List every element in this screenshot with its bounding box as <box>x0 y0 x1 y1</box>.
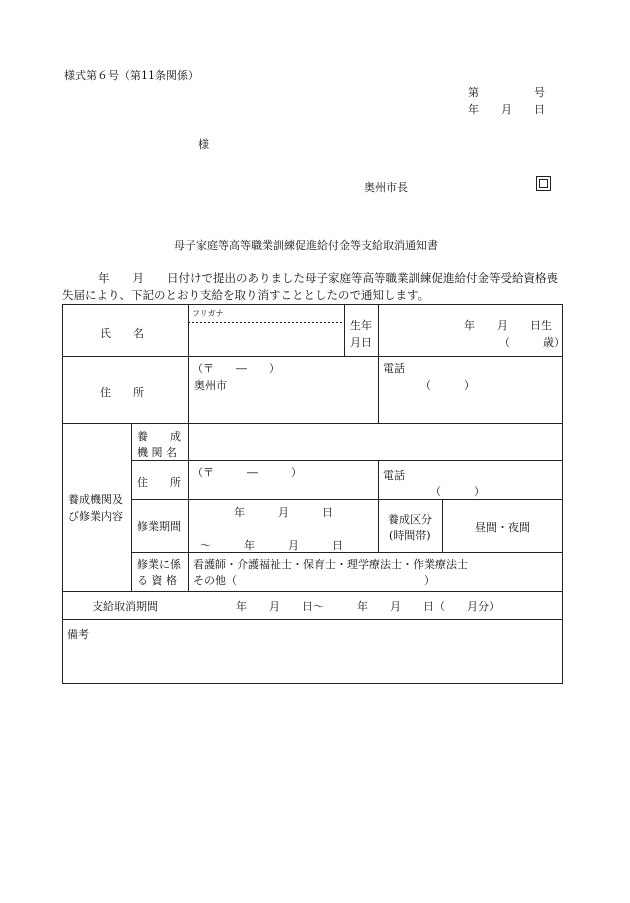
institution-group-label-1: 養成機関及 <box>68 493 123 506</box>
remarks-label: 備考 <box>67 628 89 641</box>
address-label: 住 所 <box>100 386 144 399</box>
institution-postal-code: （〒 ― ） <box>192 466 302 479</box>
document-number: 第 号 <box>468 86 545 99</box>
phone-label: 電話 <box>383 362 405 375</box>
city: 奥州市 <box>194 379 227 392</box>
division-label-1: 養成区分 <box>388 513 432 526</box>
body-line-2: 失届により、下記のとおり支給を取り消すこととしたので通知します。 <box>62 288 430 302</box>
institution-group-label-2: び修業内容 <box>68 510 123 523</box>
division-value: 昼間・夜間 <box>475 521 530 534</box>
qualification-other: その他（ ） <box>193 574 435 587</box>
birth-label-1: 生年 <box>350 319 372 332</box>
institution-name-label-2: 機 関 名 <box>137 446 177 459</box>
study-period-label: 修業期間 <box>137 520 181 533</box>
institution-name-label-1: 養 成 <box>137 430 181 443</box>
division-label-2: (時間帯) <box>389 529 431 542</box>
qualification-options: 看護師・介護福祉士・保育士・理学療法士・作業療法士 <box>193 558 468 571</box>
document-title: 母子家庭等高等職業訓練促進給付金等支給取消通知書 <box>174 239 438 252</box>
cancellation-period-label: 支給取消期間 <box>92 600 158 613</box>
recipient-suffix: 様 <box>198 138 209 151</box>
age: （ 歳） <box>499 336 565 349</box>
study-period-end: ～ 年 月 日 <box>200 539 343 552</box>
form-number: 様式第６号（第11条関係） <box>64 69 199 82</box>
furigana-label: フリガナ <box>192 309 224 318</box>
birth-date: 年 月 日生 <box>464 319 552 332</box>
study-period-start: 年 月 日 <box>234 506 333 519</box>
institution-phone-label: 電話 <box>383 469 405 482</box>
cancellation-period-value: 年 月 日～ 年 月 日（ 月分） <box>236 600 500 613</box>
body-line-1: 年 月 日付けで提出のありました母子家庭等高等職業訓練促進給付金等受給資格喪 <box>98 271 558 285</box>
phone-number: （ ） <box>420 379 475 392</box>
institution-address-label: 住 所 <box>137 476 181 489</box>
institution-phone-number: （ ） <box>430 485 485 498</box>
qualification-label-1: 修業に係 <box>137 558 181 571</box>
document-date: 年 月 日 <box>468 103 545 116</box>
postal-code: （〒 ― ） <box>192 362 280 375</box>
qualification-label-2: る 資 格 <box>137 574 177 587</box>
birth-label-2: 月日 <box>350 336 372 349</box>
name-label: 氏 名 <box>100 327 144 340</box>
issuer: 奥州市長 <box>364 181 408 194</box>
